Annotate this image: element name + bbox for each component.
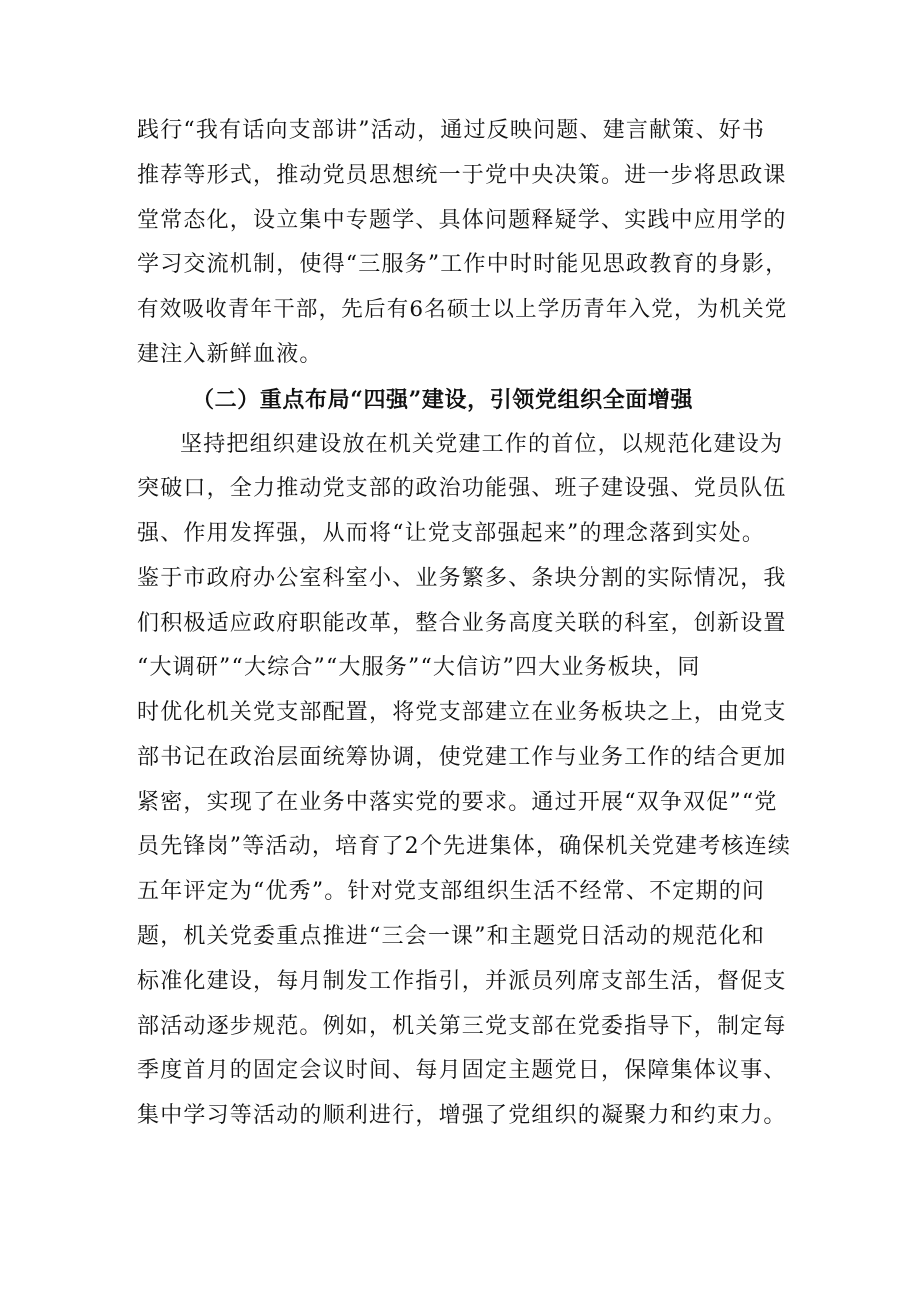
paragraph-1-line-6: 建注入新鲜血液。 [137,342,323,367]
paragraph-1-line-1: 践行“我有话向支部讲”活动，通过反映问题、建言献策、好书 [137,118,766,143]
section-heading: （二）重点布局“四强”建设，引领党组织全面增强 [192,387,694,413]
paragraph-2-line-11: 五年评定为“优秀”。针对党支部组织生活不经常、不定期的问 [137,879,766,904]
paragraph-2-line-15: 季度首月的固定会议时间、每月固定主题党日，保障集体议事、 [137,1058,787,1083]
paragraph-2-line-10: 员先锋岗”等活动，培育了2个先进集体，确保机关党建考核连续 [137,834,792,859]
paragraph-2-line-16: 集中学习等活动的顺利进行，增强了党组织的凝聚力和约束力。 [137,1103,787,1128]
paragraph-2-line-14: 部活动逐步规范。例如，机关第三党支部在党委指导下，制定每 [137,1014,787,1039]
paragraph-1-line-3: 堂常态化，设立集中专题学、具体问题释疑学、实践中应用学的 [137,208,787,233]
paragraph-2-line-13: 标准化建设，每月制发工作指引，并派员列席支部生活，督促支 [137,969,787,994]
paragraph-2-line-6: “大调研”“大综合”“大服务”“大信访”四大业务板块，同 [137,655,701,680]
paragraph-2-line-12: 题，机关党委重点推进“三会一课”和主题党日活动的规范化和 [137,924,766,949]
paragraph-1-line-4: 学习交流机制，使得“三服务”工作中时时能见思政教育的身影， [137,252,789,277]
paragraph-1-line-2: 推荐等形式，推动党员思想统一于党中央决策。进一步将思政课 [137,163,787,188]
paragraph-2-line-1: 坚持把组织建设放在机关党建工作的首位，以规范化建设为 [180,432,784,457]
paragraph-2-line-4: 鉴于市政府办公室科室小、业务繁多、条块分割的实际情况，我 [137,566,787,591]
paragraph-2-line-8: 部书记在政治层面统筹协调，使党建工作与业务工作的结合更加 [137,745,787,770]
paragraph-2-line-2: 突破口，全力推动党支部的政治功能强、班子建设强、党员队伍 [137,476,787,501]
paragraph-2-line-7: 时优化机关党支部配置，将党支部建立在业务板块之上，由党支 [137,700,787,725]
paragraph-2-line-5: 们积极适应政府职能改革，整合业务高度关联的科室，创新设置 [137,611,787,636]
paragraph-2-line-3: 强、作用发挥强，从而将“让党支部强起来”的理念落到实处。 [137,521,766,546]
paragraph-1-line-5: 有效吸收青年干部，先后有6名硕士以上学历青年入党，为机关党 [137,297,788,322]
paragraph-2-line-9: 紧密，实现了在业务中落实党的要求。通过开展“双争双促”“党 [137,790,778,815]
